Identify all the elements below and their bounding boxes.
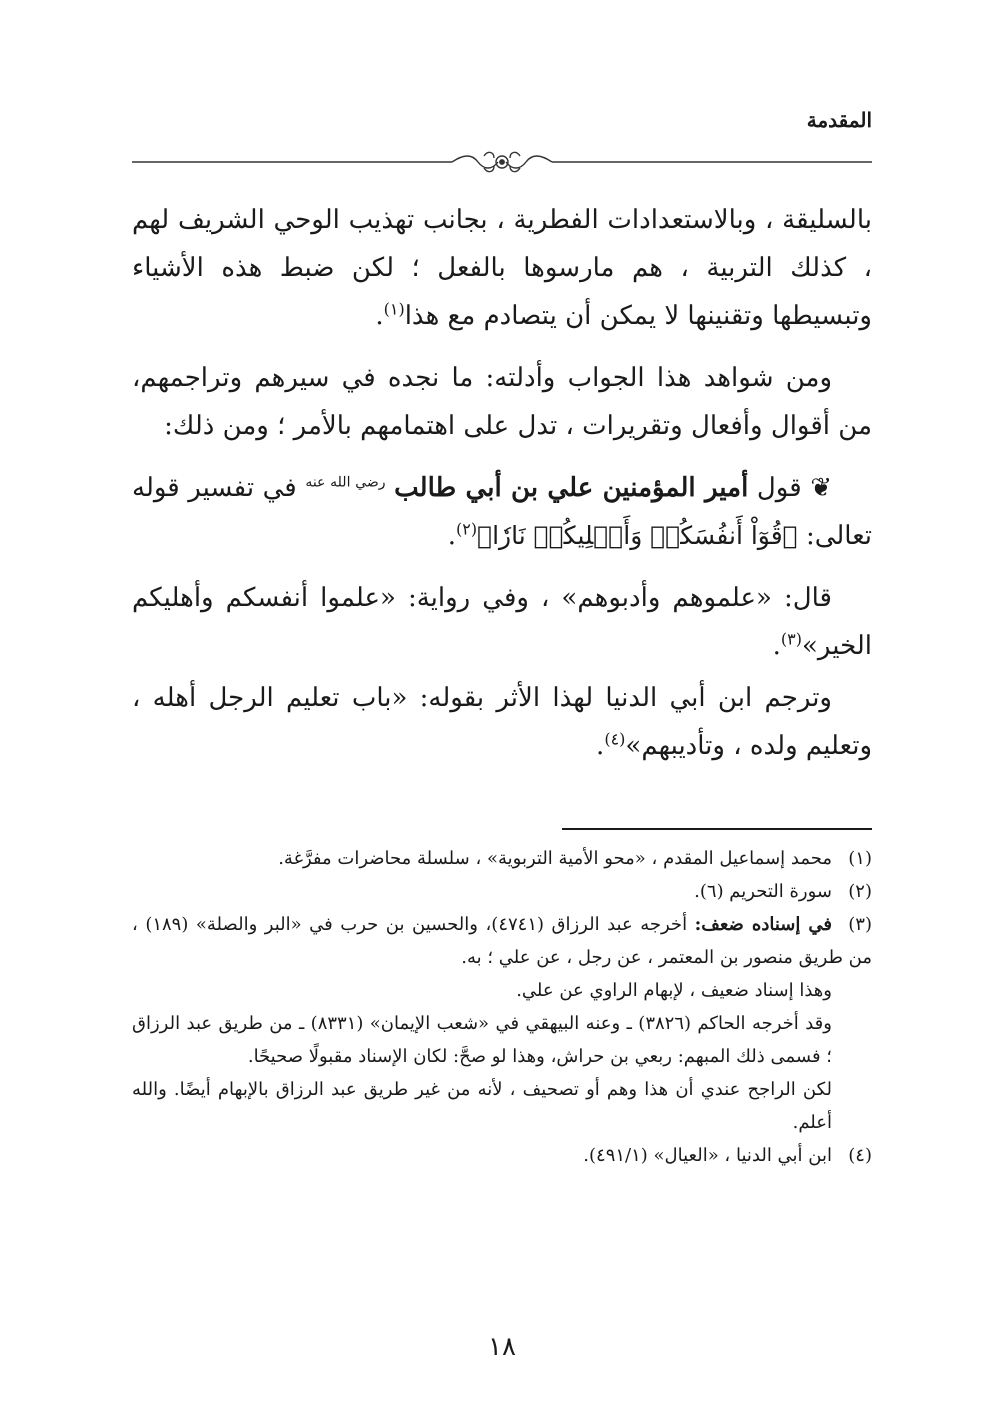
honorific-icon: رضي الله عنه: [305, 474, 386, 491]
footnote-4: (٤)ابن أبي الدنيا ، «العيال» (٤٩١/١).: [583, 1145, 872, 1166]
paragraph-5: وترجم ابن أبي الدنيا لهذا الأثر بقوله: «باب تعليم الرجل أهله ، وتعليم ولده ، وتأديبهم»$^{(٤)}$.: [132, 683, 872, 761]
main-text: [132, 196, 872, 770]
paragraph-1: بالسليقة ، وبالاستعدادات الفطرية ، بجانب تهذيب الوحي الشريف لهم ، كذلك التربية ، هم مارسوها بالفعل ؛ لكن ضبط هذه الأشياء وتبسيطها وتقنينها لا يمكن أن يتصادم مع هذا$^{(١)}$.: [132, 205, 872, 331]
footnotes: [132, 842, 872, 1172]
running-header: المقدمة: [806, 108, 872, 132]
ornamental-divider: [132, 150, 872, 174]
footnote-3-line-c: وقد أخرجه الحاكم (٣٨٢٦) ـ وعنه البيهقي في «شعب الإيمان» (٨٣٣١) ـ من طريق عبد الرزاق ؛ فسمى ذلك المبهم: ربعي بن حراش، وهذا لو صحَّ: لكان الإسناد مقبولًا صحيحًا.: [132, 1013, 832, 1067]
paragraph-3: ❦ قول أمير المؤمنين علي بن أبي طالب $^{رضي الله عنه}$ في تفسير قوله تعالى: ﴿قُوٓاْ أَنفُسَكُمۡ وَأَهۡلِيكُمۡ نَارٗا﴾$^{(٢)}$.: [132, 473, 872, 551]
footnote-ref-2[interactable]: (٢): [456, 519, 478, 539]
ornament-bullet-icon: ❦: [810, 473, 833, 503]
quran-verse: ﴿قُوٓاْ أَنفُسَكُمۡ وَأَهۡلِيكُمۡ نَارٗا﴾: [477, 521, 798, 550]
footnote-separator: [562, 828, 872, 830]
footnote-3-line-b: وهذا إسناد ضعيف ، لإبهام الراوي عن علي.: [516, 980, 832, 1001]
footnote-2: (٢)سورة التحريم (٦).: [694, 881, 872, 902]
footnote-ref-3[interactable]: (٣): [780, 629, 802, 649]
page-number: ١٨: [488, 1332, 516, 1362]
paragraph-2: ومن شواهد هذا الجواب وأدلته: ما نجده في سيرهم وتراجمهم، من أقوال وأفعال وتقريرات ، تدل على اهتمامهم بالأمر ؛ ومن ذلك:: [132, 363, 872, 441]
footnote-1: (١)محمد إسماعيل المقدم ، «محو الأمية التربوية» ، سلسلة محاضرات مفرَّغة.: [278, 848, 872, 869]
paragraph-4: قال: «علموهم وأدبوهم» ، وفي رواية: «علموا أنفسكم وأهليكم الخير»$^{(٣)}$.: [132, 583, 872, 661]
footnote-ref-1[interactable]: (١): [383, 299, 405, 319]
footnote-3: (٣)في إسناده ضعف: أخرجه عبد الرزاق (٤٧٤١)، والحسين بن حرب في «البر والصلة» (١٨٩) ، من طريق منصور بن المعتمر ، عن رجل ، عن علي ؛ به.: [132, 914, 872, 968]
footnote-3-line-d: لكن الراجح عندي أن هذا وهم أو تصحيف ، لأنه من غير طريق عبد الرزاق بالإبهام أيضًا. والله أعلم.: [132, 1079, 832, 1133]
footnote-ref-4[interactable]: (٤): [604, 729, 626, 749]
bold-name: أمير المؤمنين علي بن أبي طالب: [394, 473, 749, 503]
ornament-icon: [132, 150, 872, 174]
